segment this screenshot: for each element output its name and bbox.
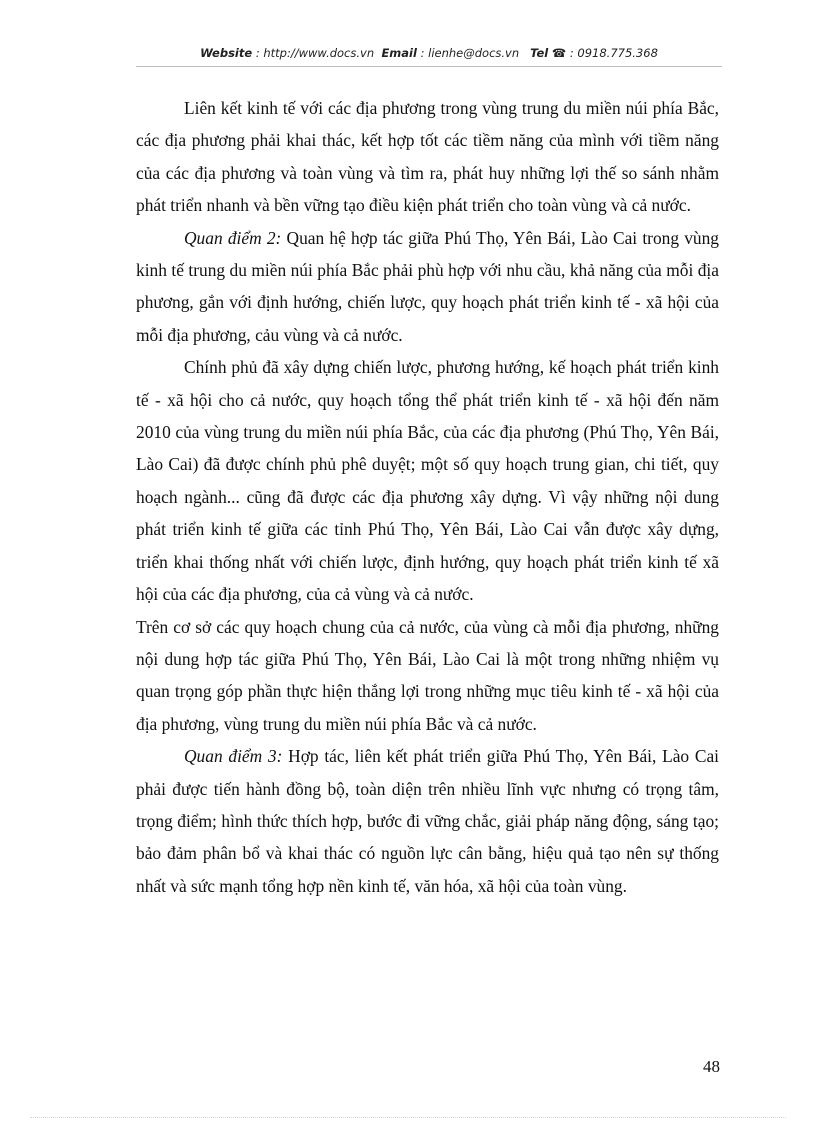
page-header (138, 46, 720, 60)
paragraph-2-text: Quan hệ hợp tác giữa Phú Thọ, Yên Bái, Lào Cai trong vùng kinh tế trung du miền núi phía Bắc phải phù hợp với nhu cầu, khả năng của mỗi địa phương, gắn với định hướng, chiến lược, quy hoạch phát triển kinh tế - xã hội của mỗi địa phương, cảu vùng và cả nước. (136, 227, 719, 345)
website-url[interactable]: http://www.docs.vn (263, 46, 375, 60)
header-divider (136, 66, 722, 67)
email-separator: : (416, 46, 429, 60)
tel-label: Tel (530, 46, 549, 60)
paragraph-4: Trên cơ sở các quy hoạch chung của cả nước, của vùng cà mỗi địa phương, những nội dung hợp tác giữa Phú Thọ, Yên Bái, Lào Cai là một trong những nhiệm vụ quan trọng góp phần thực hiện thắng lợi trong những mục tiêu kinh tế - xã hội của địa phương, vùng trung du miền núi phía Bắc và cả nước. (136, 616, 719, 734)
website-label: Website (200, 46, 253, 60)
paragraph-2 (136, 222, 719, 352)
email-label: Email (381, 46, 417, 60)
viewpoint-3-label: Quan điểm 3: (184, 746, 283, 767)
paragraph-5 (136, 740, 719, 902)
paragraph-1: Liên kết kinh tế với các địa phương trong vùng trung du miền núi phía Bắc, các địa phương phải khai thác, kết hợp tốt các tiềm năng của mình với tiềm năng của các địa phương và toàn vùng và tìm ra, phát huy những lợi thế so sánh nhằm phát triển nhanh và bền vững tạo điều kiện phát triển cho toàn vùng và cả nước. (136, 98, 719, 216)
paragraph-5-text: Hợp tác, liên kết phát triển giữa Phú Thọ, Yên Bái, Lào Cai phải được tiến hành đồng bộ, toàn diện trên nhiều lĩnh vực nhưng có trọng tâm, trọng điểm; hình thức thích hợp, bước đi vững chắc, giải pháp năng động, sáng tạo; bảo đảm phân bổ và khai thác có nguồn lực cân bằng, hiệu quả tạo nên sự thống nhất và sức mạnh tổng hợp nền kinh tế, văn hóa, xã hội của toàn vùng. (136, 746, 719, 896)
email-address[interactable]: lienhe@docs.vn (428, 46, 520, 60)
viewpoint-2-label: Quan điểm 2: (184, 227, 282, 248)
phone-icon: ☎ (551, 46, 567, 60)
page-number: 48 (703, 1057, 720, 1076)
document-body (136, 92, 719, 902)
website-separator: : (252, 46, 264, 60)
tel-separator: : (566, 46, 578, 60)
paragraph-3: Chính phủ đã xây dựng chiến lược, phương hướng, kế hoạch phát triển kinh tế - xã hội cho cả nước, quy hoạch tổng thể phát triển kinh tế - xã hội đến năm 2010 của vùng trung du miền núi phía Bắc, của các địa phương (Phú Thọ, Yên Bái, Lào Cai) đã được chính phủ phê duyệt; một số quy hoạch trung gian, chi tiết, quy hoạch ngành... cũng đã được các địa phương xây dựng. Vì vậy những nội dung phát triển kinh tế giữa các tỉnh Phú Thọ, Yên Bái, Lào Cai vẫn được xây dựng, triển khai thống nhất với chiến lược, định hướng, quy hoạch phát triển kinh tế xã hội của các địa phương, của cả vùng và cả nước. (136, 357, 719, 605)
footer-divider (30, 1117, 786, 1118)
phone-number: 0918.775.368 (577, 46, 658, 60)
